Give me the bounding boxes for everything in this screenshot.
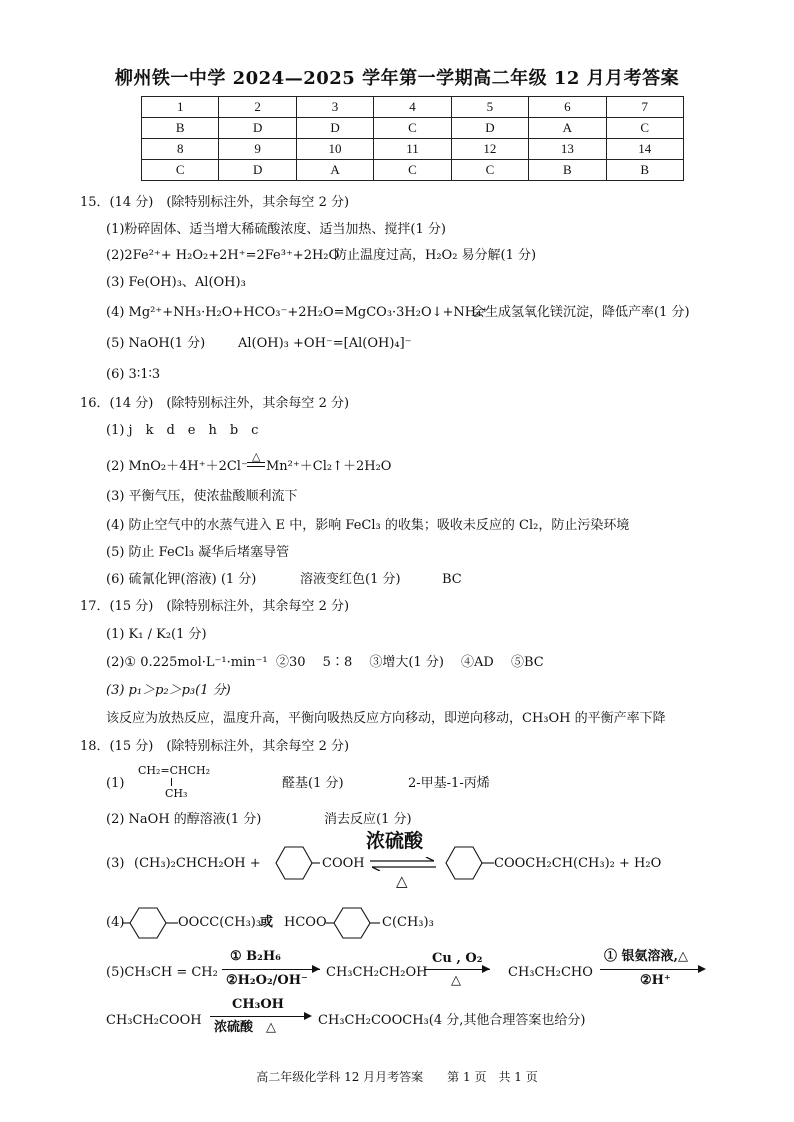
q16-part3: (3) 平衡气压，使浓盐酸顺利流下: [106, 489, 298, 504]
q18-part5-start: (5)CH₃CH = CH₂: [106, 965, 218, 980]
answer-cell: A: [529, 118, 606, 139]
page-title: 柳州铁一中学 2024—2025 学年第一学期高二年级 12 月月考答案: [114, 68, 680, 89]
q18-part2-type: 消去反应(1 分): [324, 812, 412, 827]
q16-part6-reagent: (6) 硫氰化钾(溶液) (1 分): [106, 572, 257, 587]
q18-part5-step1-bottom: ②H₂O₂/OH⁻: [226, 973, 308, 988]
q18-part1-structure-top: CH₂=CHCH₂: [138, 764, 211, 777]
q18-part4-isomer-b: C(CH₃)₃: [382, 915, 434, 930]
question-number-cell: 4: [374, 97, 451, 118]
question-number-cell: 9: [219, 139, 296, 160]
q18-part3-product-benzene-ring-icon: [438, 838, 500, 888]
question-number-cell: 5: [451, 97, 528, 118]
q18-part4-benzene-ring-a-icon: [122, 900, 182, 946]
answer-table-number-row: [142, 97, 684, 118]
q16-part4: (4) 防止空气中的水蒸气进入 E 中，影响 FeCl₃ 的收集；吸收未反应的 Cl₂，防止污染环境: [106, 518, 630, 533]
q17-part2-rest: ②30 5∶8 ③增大(1 分) ④AD ⑤BC: [276, 655, 544, 670]
q18-part3-condition-bottom: △: [396, 872, 408, 890]
q16-part6-answer: BC: [442, 572, 462, 587]
q18-part5-arrow3: [600, 969, 704, 970]
q18-part4-label: (4): [106, 915, 125, 930]
question-number-cell: 2: [219, 97, 296, 118]
question-number-cell: 1: [142, 97, 219, 118]
q18-part5-step2-top: Cu , O₂: [432, 951, 483, 966]
answer-cell: C: [374, 160, 451, 181]
q17-part2-rate: (2)① 0.225mol·L⁻¹·min⁻¹: [106, 655, 268, 670]
question-number-cell: 8: [142, 139, 219, 160]
q18-part1-structure-bottom: CH₃: [165, 787, 188, 800]
q18-part1-label: (1): [106, 776, 125, 791]
q18-part5-product1: CH₃CH₂CH₂OH: [326, 965, 428, 980]
question-number-cell: 11: [374, 139, 451, 160]
answer-table: [141, 96, 684, 181]
q18-part5-step1-top: ① B₂H₆: [230, 949, 281, 964]
question-number-cell: 14: [606, 139, 683, 160]
q16-heading: 16．(14 分) (除特别标注外，其余每空 2 分): [80, 396, 350, 411]
q17-explanation: 该反应为放热反应，温度升高，平衡向吸热反应方向移动，即逆向移动，CH₃OH 的平衡产率下降: [106, 711, 666, 726]
answer-cell: D: [296, 118, 373, 139]
q18-part3-product: COOCH₂CH(CH₃)₂ + H₂O: [494, 856, 662, 871]
q18-part4-isomer-a: OOCC(CH₃)₃: [178, 915, 262, 930]
q15-part5-reagent: (5) NaOH(1 分): [106, 336, 206, 351]
question-number-cell: 13: [529, 139, 606, 160]
q16-heat-symbol: △: [252, 450, 261, 463]
q18-part5-arrow1: [222, 969, 320, 970]
q15-part2-reason: 防止温度过高，H₂O₂ 易分解(1 分): [334, 248, 537, 263]
q15-part2-equation: (2)2Fe²⁺+ H₂O₂+2H⁺=2Fe³⁺+2H₂O: [106, 248, 340, 263]
q16-part6-phenomenon: 溶液变红色(1 分): [300, 572, 401, 587]
question-number-cell: 12: [451, 139, 528, 160]
q18-part5-step3-bottom: ②H⁺: [640, 973, 671, 988]
q18-part3-reversible-arrow-icon: [368, 857, 438, 871]
answer-table-answer-row: [142, 118, 684, 139]
q15-part4-reason: 会生成氢氧化镁沉淀，降低产率(1 分): [472, 305, 690, 320]
question-number-cell: 3: [296, 97, 373, 118]
q18-part5-arrow2-head-icon: [482, 965, 490, 973]
q15-part1: (1)粉碎固体、适当增大稀硫酸浓度、适当加热、搅拌(1 分): [106, 222, 446, 237]
q18-part2-reagent: (2) NaOH 的醇溶液(1 分): [106, 812, 262, 827]
q18-part5-step4-bottom: 浓硫酸 △: [214, 1020, 276, 1035]
q18-part3-label: (3): [106, 856, 125, 871]
q15-part6: (6) 3∶1∶3: [106, 367, 161, 382]
q18-part3-benzene-ring-icon: [262, 838, 322, 888]
answer-cell: C: [606, 118, 683, 139]
q16-part2-right: Mn²⁺＋Cl₂↑＋2H₂O: [266, 459, 392, 474]
q18-part3-alcohol: (CH₃)₂CHCH₂OH +: [134, 856, 261, 871]
answer-cell: A: [296, 160, 373, 181]
answer-table-answer-row: [142, 160, 684, 181]
q18-part5-product3: CH₃CH₂COOH: [106, 1013, 202, 1028]
q18-part5-step2-bottom: △: [451, 973, 461, 988]
q15-part5-equation: Al(OH)₃ +OH⁻=[Al(OH)₄]⁻: [238, 336, 412, 351]
q18-part5-final: CH₃CH₂COOCH₃(4 分,其他合理答案也给分): [318, 1013, 586, 1028]
q18-part5-arrow4-head-icon: [304, 1012, 312, 1020]
question-number-cell: 10: [296, 139, 373, 160]
q18-part4-or: 或: [260, 915, 274, 930]
answer-table-number-row: [142, 139, 684, 160]
q18-part4-benzene-ring-b-icon: [326, 900, 386, 946]
answer-cell: C: [374, 118, 451, 139]
q18-part5-step4-top: CH₃OH: [232, 997, 284, 1012]
answer-cell: D: [451, 118, 528, 139]
q16-part1: (1) j k d e h b c: [106, 423, 259, 438]
q16-part2-left: (2) MnO₂＋4H⁺＋2Cl⁻: [106, 459, 248, 474]
q17-heading: 17．(15 分) (除特别标注外，其余每空 2 分): [80, 599, 350, 614]
q18-part1-group: 醛基(1 分): [282, 776, 344, 791]
answer-cell: B: [529, 160, 606, 181]
q15-heading: 15．(14 分) (除特别标注外，其余每空 2 分): [80, 195, 350, 210]
q16-equals-line-top: [247, 462, 265, 463]
q17-part3: (3) p₁＞p₂＞p₃(1 分): [106, 683, 231, 698]
q18-heading: 18．(15 分) (除特别标注外，其余每空 2 分): [80, 739, 350, 754]
answer-cell: C: [142, 160, 219, 181]
answer-cell: D: [219, 160, 296, 181]
q16-part5: (5) 防止 FeCl₃ 凝华后堵塞导管: [106, 545, 290, 560]
q15-part3: (3) Fe(OH)₃、Al(OH)₃: [106, 275, 246, 290]
q18-part4-isomer-b-prefix: HCOO: [284, 915, 327, 930]
q18-part5-arrow4: [210, 1016, 308, 1017]
answer-cell: B: [606, 160, 683, 181]
q18-part3-condition-top: 浓硫酸: [366, 830, 424, 852]
answer-cell: B: [142, 118, 219, 139]
q18-part5-product2: CH₃CH₂CHO: [508, 965, 593, 980]
answer-cell: D: [219, 118, 296, 139]
q15-part4-equation: (4) Mg²⁺+NH₃·H₂O+HCO₃⁻+2H₂O=MgCO₃·3H₂O↓+NH₄⁺: [106, 305, 489, 320]
q18-part1-name: 2-甲基-1-丙烯: [408, 776, 490, 791]
page-footer: 高二年级化学科 12 月月考答案 第 1 页 共 1 页: [256, 1070, 538, 1084]
answer-cell: C: [451, 160, 528, 181]
q18-part5-arrow2: [424, 969, 490, 970]
q17-part1: (1) K₁ / K₂(1 分): [106, 627, 207, 642]
q18-part3-cooh: COOH: [322, 856, 365, 871]
q18-part5-arrow1-head-icon: [312, 965, 320, 973]
question-number-cell: 6: [529, 97, 606, 118]
q18-part5-arrow3-head-icon: [698, 965, 706, 973]
q18-part5-step3-top: ① 银氨溶液,△: [604, 949, 689, 964]
q16-equals-line-bottom: [247, 466, 265, 467]
question-number-cell: 7: [606, 97, 683, 118]
